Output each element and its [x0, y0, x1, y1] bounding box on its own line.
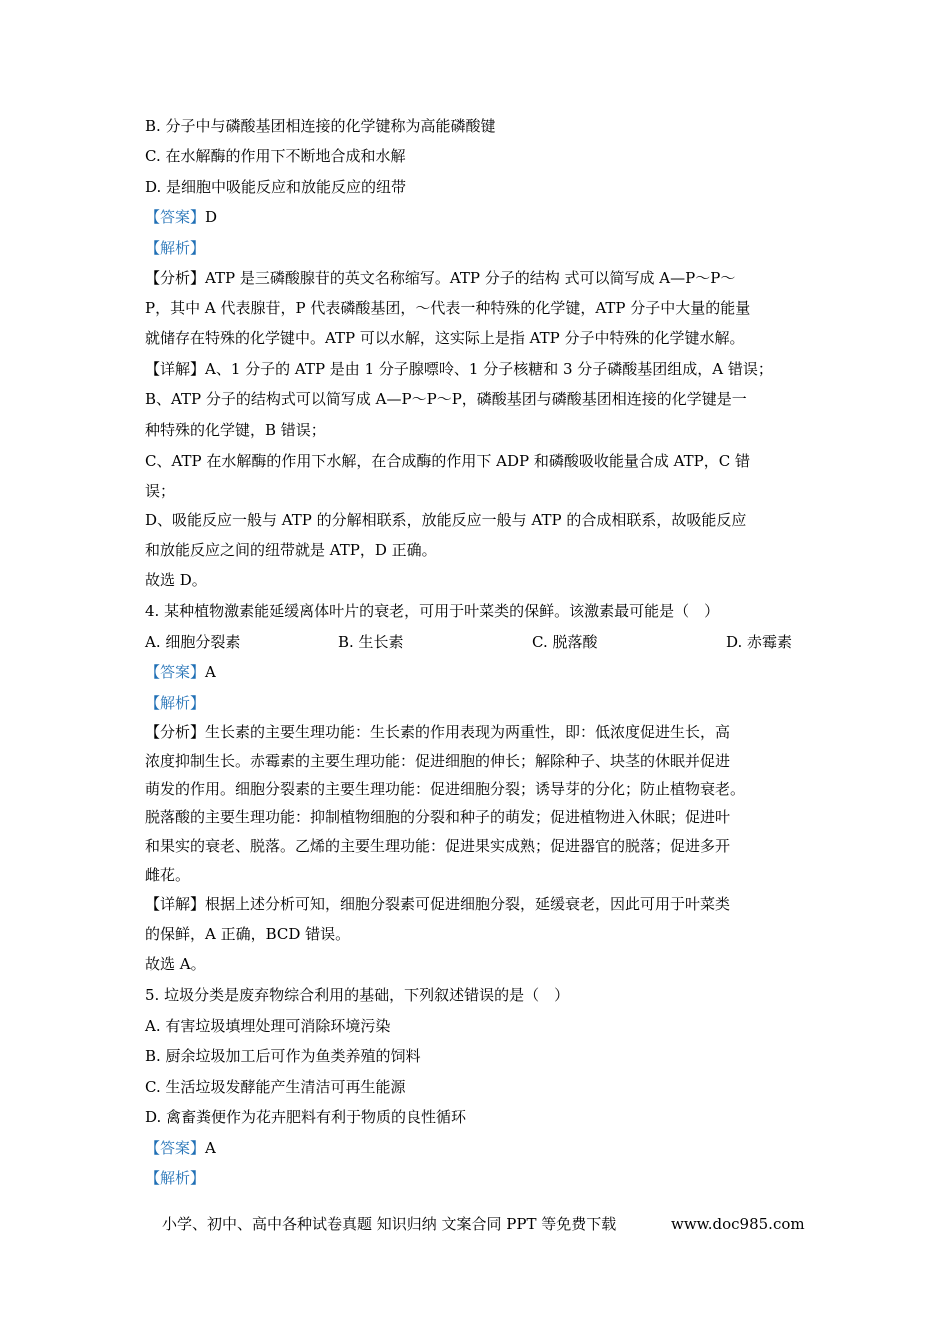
q3-fenxi-line-2: P，其中 A 代表腺苷，P 代表磷酸基团，～代表一种特殊的化学键，ATP 分子中大量的能量 [145, 299, 751, 317]
q3-fenxi-line-1 [145, 268, 735, 288]
q3-answer [145, 207, 217, 227]
footer-url[interactable]: www.doc985.com [671, 1215, 805, 1233]
q3-option-b: B. 分子中与磷酸基团相连接的化学键称为高能磷酸键 [145, 117, 496, 135]
q5-option-a: A. 有害垃圾填埋处理可消除环境污染 [145, 1017, 391, 1035]
q4-option-c: C. 脱落酸 [532, 633, 598, 651]
q3-fenxi-line-3: 就储存在特殊的化学键中。ATP 可以水解，这实际上是指 ATP 分子中特殊的化学键水解。 [145, 329, 745, 347]
footer-text: 小学、初中、高中各种试卷真题 知识归纳 文案合同 PPT 等免费下载 [162, 1215, 617, 1233]
q3-option-d: D. 是细胞中吸能反应和放能反应的纽带 [145, 178, 407, 196]
answer-tag: 【答案】 [145, 1139, 206, 1157]
q3-detail-line-2: B、ATP 分子的结构式可以简写成 A—P～P～P，磷酸基团与磷酸基团相连接的化学键是一 [145, 390, 747, 408]
q5-option-d: D. 禽畜粪便作为花卉肥料有利于物质的良性循环 [145, 1108, 467, 1126]
detail-text: A、1 分子的 ATP 是由 1 分子腺嘌呤、1 分子核糖和 3 分子磷酸基团组成，A 错误； [205, 360, 773, 378]
q5-answer [145, 1138, 216, 1158]
answer-value: A [205, 663, 216, 681]
q4-option-a: A. 细胞分裂素 [145, 633, 241, 651]
fenxi-tag: 【分析】 [145, 269, 206, 287]
fenxi-text: ATP 是三磷酸腺苷的英文名称缩写。ATP 分子的结构 式可以简写成 A—P～P～ [205, 269, 736, 287]
q4-stem: 4. 某种植物激素能延缓离体叶片的衰老，可用于叶菜类的保鲜。该激素最可能是（ ） [145, 602, 720, 620]
q4-detail-line-1 [145, 894, 730, 914]
q3-detail-line-5: 误； [145, 482, 176, 500]
q4-fenxi-line-3: 萌发的作用。细胞分裂素的主要生理功能：促进细胞分裂；诱导芽的分化；防止植物衰老。 [145, 780, 746, 798]
q4-conclusion: 故选 A。 [145, 955, 206, 973]
q3-detail-line-6: D、吸能反应一般与 ATP 的分解相联系，放能反应一般与 ATP 的合成相联系，故吸能反应 [145, 511, 747, 529]
q4-detail-line-2: 的保鲜，A 正确，BCD 错误。 [145, 925, 351, 943]
answer-tag: 【答案】 [145, 663, 206, 681]
q3-option-c: C. 在水解酶的作用下不断地合成和水解 [145, 147, 406, 165]
q4-fenxi-line-6: 雌花。 [145, 866, 191, 884]
q4-fenxi-line-4: 脱落酸的主要生理功能：抑制植物细胞的分裂和种子的萌发；促进植物进入休眠；促进叶 [145, 808, 731, 826]
q4-answer [145, 662, 216, 682]
q3-detail-line-1 [145, 359, 773, 379]
xiangjie-tag: 【详解】 [145, 895, 206, 913]
q3-detail-line-7: 和放能反应之间的纽带就是 ATP，D 正确。 [145, 541, 437, 559]
xiangjie-tag: 【详解】 [145, 360, 206, 378]
q4-option-b: B. 生长素 [338, 633, 404, 651]
q5-stem: 5. 垃圾分类是废弃物综合利用的基础，下列叙述错误的是（ ） [145, 986, 570, 1004]
answer-value: D [205, 208, 218, 226]
q5-option-c: C. 生活垃圾发酵能产生清洁可再生能源 [145, 1078, 406, 1096]
q4-analysis-tag: 【解析】 [145, 694, 206, 712]
q3-analysis-tag: 【解析】 [145, 239, 206, 257]
fenxi-text: 生长素的主要生理功能：生长素的作用表现为两重性，即：低浓度促进生长，高 [205, 723, 731, 741]
q4-option-d: D. 赤霉素 [726, 633, 793, 651]
q4-fenxi-line-2: 浓度抑制生长。赤霉素的主要生理功能：促进细胞的伸长；解除种子、块茎的休眠并促进 [145, 752, 731, 770]
q5-analysis-tag: 【解析】 [145, 1169, 206, 1187]
q3-detail-line-3: 种特殊的化学键，B 错误； [145, 421, 326, 439]
q4-fenxi-line-5: 和果实的衰老、脱落。乙烯的主要生理功能：促进果实成熟；促进器官的脱落；促进多开 [145, 837, 731, 855]
q4-fenxi-line-1 [145, 722, 730, 742]
answer-value: A [205, 1139, 216, 1157]
detail-text: 根据上述分析可知，细胞分裂素可促进细胞分裂，延缓衰老，因此可用于叶菜类 [205, 895, 731, 913]
q3-detail-line-4: C、ATP 在水解酶的作用下水解，在合成酶的作用下 ADP 和磷酸吸收能量合成 ATP，C 错 [145, 452, 750, 470]
answer-tag: 【答案】 [145, 208, 206, 226]
q5-option-b: B. 厨余垃圾加工后可作为鱼类养殖的饲料 [145, 1047, 421, 1065]
fenxi-tag: 【分析】 [145, 723, 206, 741]
q3-conclusion: 故选 D。 [145, 571, 207, 589]
